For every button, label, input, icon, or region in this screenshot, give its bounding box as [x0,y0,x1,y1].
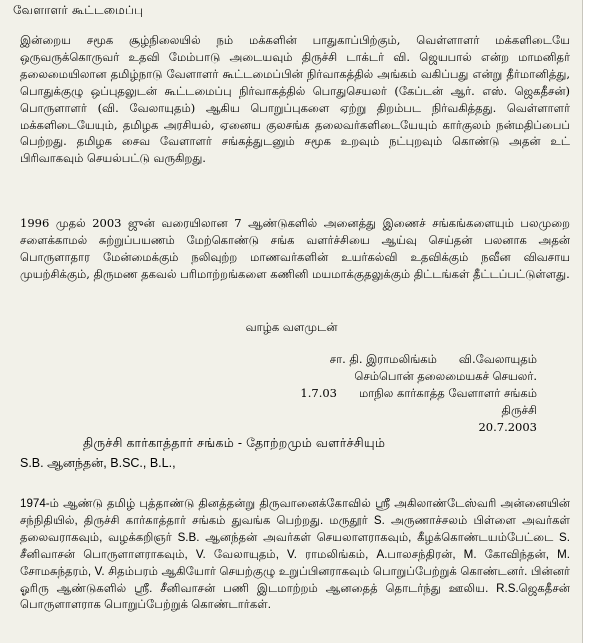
signature-block [300,351,537,436]
section-title: திருச்சி கார்காத்தார் சங்கம் - தோற்றமும் வளர்ச்சியும் [83,436,386,450]
closing-greeting: வாழ்க வளமுடன் [245,320,338,334]
signatory-name-1: சா. தி. இராமலிங்கம் [329,352,437,366]
signatory-role-1: செம்பொன் தலைமையகச் செயலர். [354,368,537,383]
paragraph-history: 1974-ம் ஆண்டு தமிழ் புத்தாண்டு தினத்தன்று திருவானைக்கோவில் ஸ்ரீ அகிலாண்டேஸ்வரி அன்னையின் சந்நிதியில், திருச்சி கார்காத்தார் சங்கம் துவங்க பெற்றது. மருதூர் S. அருணாச்சலம் பிள்ளை அவர்கள் தலைவராகவும், வழக்கறிஞர் S.B. ஆனந்தன் அவர்கள் செயலாளராகவும், கீழக்கொண்டயம்பேட்டை S. சீனிவாசன் பொருளாளராகவும், V. வேலாயுதம், V. ராமலிங்கம், A.பாலசந்திரன், M. கோவிந்தன், M. சோமசுந்தரம், V. சிதம்பரம் ஆகியோர் செயற்குழு உறுப்பினராகவும் பொறுப்பேற்றுக் கொண்டனர். பின்னர் ஓரிரு ஆண்டுகளில் ஸ்ரீ. சீனிவாசன் பணி இடமாற்றம் ஆனதைத் தொடர்ந்து ஊலிய. R.S.ஜெகதீசன் பொருளாளராக பொறுப்பேற்றுக் கொண்டார்கள். [20,497,570,612]
signature-date-1: 1.7.03 [300,385,337,400]
page-title: வேளாளர் கூட்டமைப்பு [13,3,144,17]
paragraph-achievements: 1996 முதல் 2003 ஜுன் வரையிலான 7 ஆண்டுகளில் அனைத்து இணைச் சங்கங்களையும் பலமுறை சளைக்காமல் சுற்றுப்பயணம் மேற்கொண்டு சங்க வளர்ச்சியை ஆய்வு செய்தன் பலனாக அதன் பொருளாதார மேன்மைக்கும் நலிவுற்ற மாணவர்களின் உயர்கல்வி உதவிக்கும் நவீன விவசாய முயற்சிக்கும், திருமண தகவல் பரிமாற்றங்களை கணினி மயமாக்குதலுக்கும் திட்டங்கள் தீட்டப்பட்டுள்ளது. [20,216,570,281]
paragraph-federation: இன்றைய சமூக சூழ்நிலையில் நம் மக்களின் பாதுகாப்பிற்கும், வெள்ளாளர் மக்களிடையே ஒருவருக்கொருவர் உதவி மேம்பாடு அடையவும் திருச்சி டாக்டர் வி. ஜெயபால் என்ற மாமனிதர் தலைமையிலான தமிழ்நாடு வேளாளர் கூட்டமைப்பின் நிர்வாகத்தில் அங்கம் வகிப்பது என்று தீர்மானித்து, பொதுக்குழு ஒப்புதலுடன் கூட்டமைப்பு நிர்வாகத்தில் பொதுசெயலர் (கேப்டன் ஆர். எஸ். ஜெகதீசன்) பொருளாளர் (வி. வேலாயுதம்) ஆகிய பொறுப்புகளை ஏற்று திறம்பட நிர்வகித்தது. வெள்ளாளர் மக்களிடையேயும், தமிழக அரசியல், ஏனைய குலசங்க தலைவர்களிடையேயும் கார்குலம் நன்மதிப்பைப் பெற்றது. தமிழக சைவ வேளாளர் சங்கத்துடனும் சமூக உறவும் நட்புறவும் கொண்டு அதன் உட் பிரிவாகவும் செயல்பட்டு வருகிறது. [20,33,570,166]
signature-date-2: 20.7.2003 [478,419,537,434]
signature-date-row [300,385,537,402]
section-author: S.B. ஆனந்தன், B.SC., B.L., [20,456,176,470]
signatory-role-2: மாநில கார்காத்த வேளாளர் சங்கம் [358,385,537,400]
signature-names [300,351,537,368]
signature-place: திருச்சி [501,402,537,417]
signatory-name-2: வி.வேலாயுதம் [458,352,537,366]
